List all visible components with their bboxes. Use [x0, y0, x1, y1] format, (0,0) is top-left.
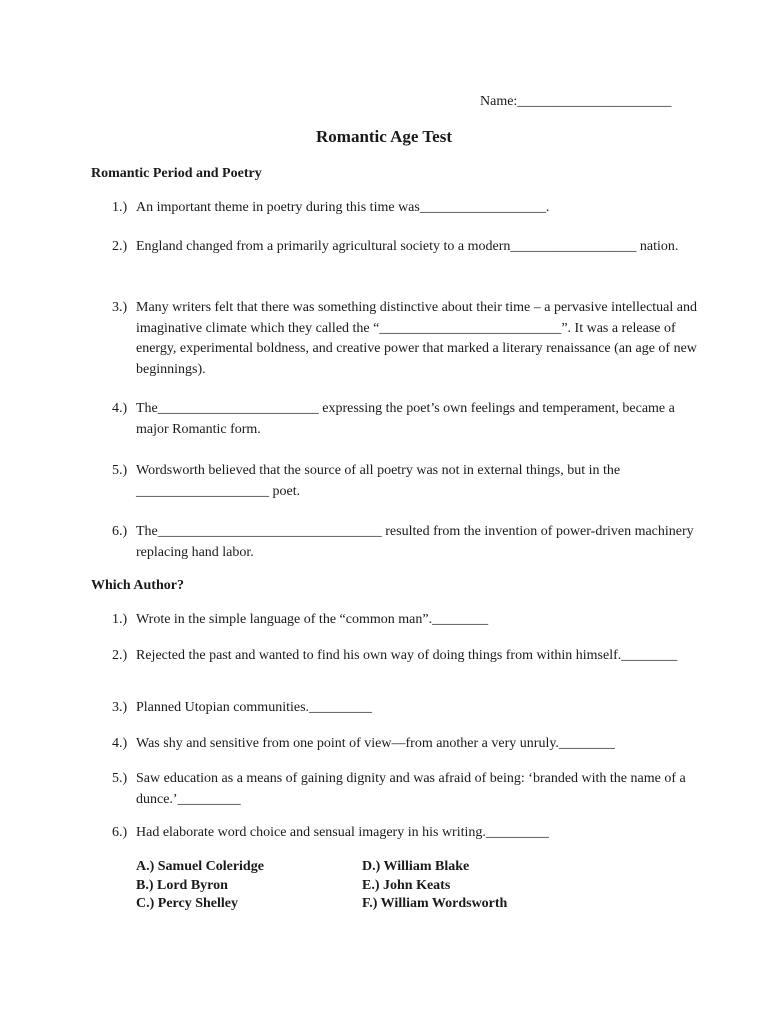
question-number: 2.) — [112, 239, 128, 254]
question-item — [112, 769, 697, 810]
question-text: An important theme in poetry during this time was__________________. — [136, 200, 550, 215]
answer-column-right — [362, 858, 507, 914]
page-title: Romantic Age Test — [316, 127, 452, 146]
question-number: 6.) — [112, 524, 128, 539]
question-item — [112, 399, 697, 440]
answer-option: E.) John Keats — [362, 877, 451, 893]
name-field: Name:______________________ — [480, 94, 672, 109]
question-number: 5.) — [112, 771, 128, 786]
question-number: 6.) — [112, 825, 128, 840]
answer-option: A.) Samuel Coleridge — [136, 859, 264, 874]
question-text: England changed from a primarily agricultural society to a modern__________________ nation. — [136, 239, 679, 254]
question-number: 4.) — [112, 736, 128, 751]
question-item — [112, 198, 697, 219]
question-item — [112, 298, 697, 380]
answer-option: C.) Percy Shelley — [136, 896, 238, 912]
question-text: Many writers felt that there was something distinctive about their time – a pervasive intellectual and imaginative climate which they called the “__________________________”. It was a release of energy, experimental boldness, and creative power that marked a literary renaissance (an age of new beginnings). — [136, 300, 697, 377]
question-item — [112, 646, 697, 667]
question-item — [112, 522, 697, 563]
section-heading-which-author: Which Author? — [91, 578, 184, 593]
question-text: Wordsworth believed that the source of all poetry was not in external things, but in the ___________________ poet. — [136, 463, 621, 499]
question-item — [112, 461, 697, 502]
question-item — [112, 237, 697, 258]
question-number: 1.) — [112, 612, 128, 627]
question-number: 5.) — [112, 463, 128, 478]
answer-option: D.) William Blake — [362, 859, 470, 874]
question-text: Rejected the past and wanted to find his own way of doing things from within himself.________ — [136, 648, 678, 663]
question-text: Was shy and sensitive from one point of view—from another a very unruly.________ — [136, 736, 615, 751]
question-number: 2.) — [112, 648, 128, 663]
question-number: 4.) — [112, 401, 128, 416]
question-number: 3.) — [112, 700, 128, 715]
question-item — [112, 698, 697, 719]
answer-option: B.) Lord Byron — [136, 877, 228, 893]
question-number: 1.) — [112, 200, 128, 215]
answer-option: F.) William Wordsworth — [362, 896, 508, 912]
answer-column-left — [136, 858, 264, 914]
question-text: Wrote in the simple language of the “common man”.________ — [136, 612, 489, 627]
question-text: The________________________________ resulted from the invention of power-driven machinery replacing hand labor. — [136, 524, 694, 560]
question-text: Planned Utopian communities._________ — [136, 700, 373, 715]
section-heading-romantic-period: Romantic Period and Poetry — [91, 166, 262, 181]
question-text: Had elaborate word choice and sensual imagery in his writing._________ — [136, 825, 549, 840]
question-item — [112, 734, 697, 755]
question-text: The_______________________ expressing the poet’s own feelings and temperament, became a major Romantic form. — [136, 401, 675, 437]
question-item — [112, 823, 697, 844]
question-text: Saw education as a means of gaining dignity and was afraid of being: ‘branded with the name of a dunce.’_________ — [136, 771, 686, 807]
question-number: 3.) — [112, 300, 128, 315]
question-item — [112, 610, 697, 631]
